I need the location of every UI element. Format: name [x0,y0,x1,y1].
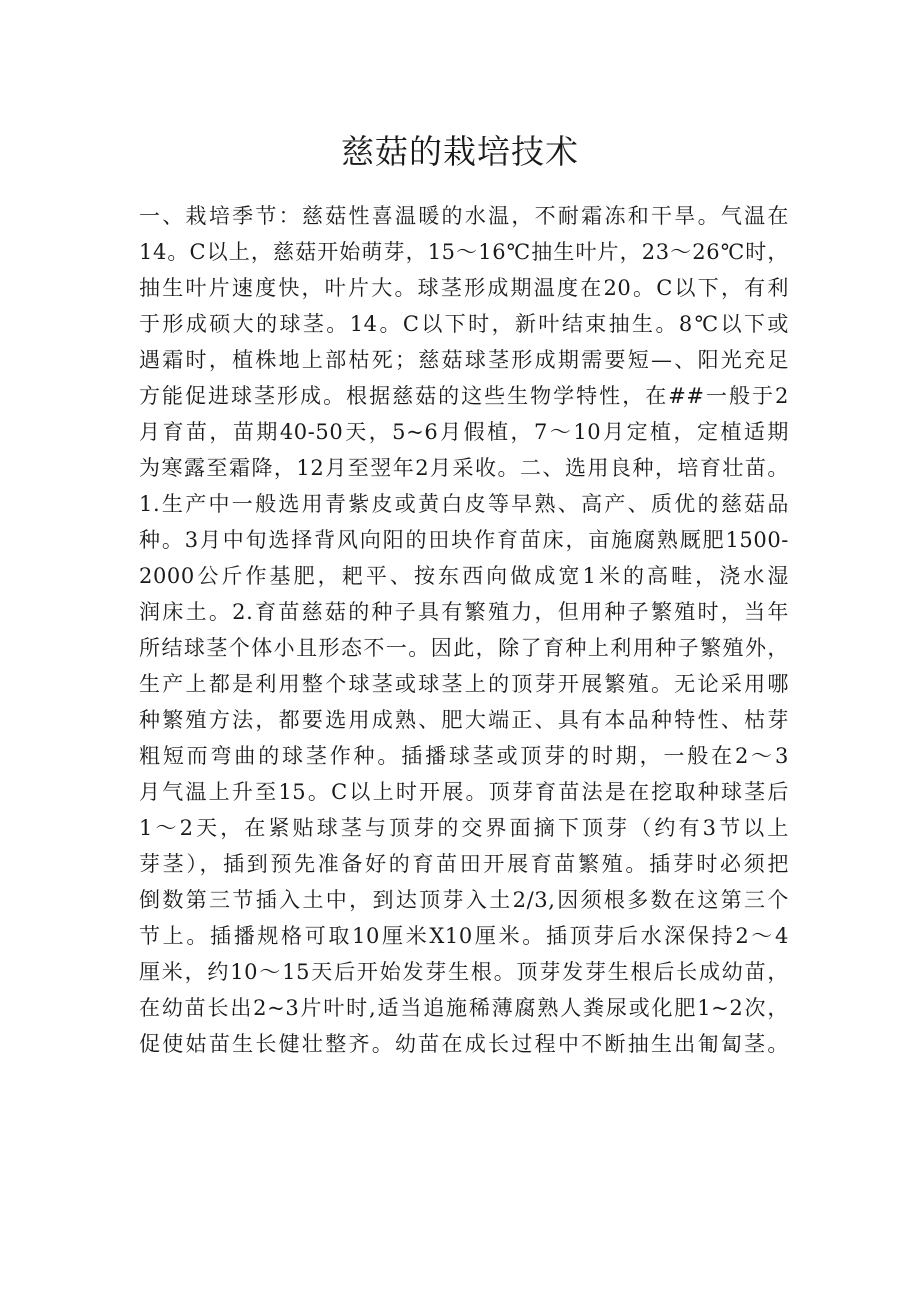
body-line: 在幼苗长出2~3片叶时,适当追施稀薄腐熟人粪尿或化肥1~2次， [139,996,789,1020]
body-line: 生产上都是利用整个球茎或球茎上的顶芽开展繁殖。无论采用哪 [139,672,789,696]
body-line: 厘米，约10～15天后开始发芽生根。顶芽发芽生根后长成幼苗， [139,960,789,984]
body-line: 粗短而弯曲的球茎作种。插播球茎或顶芽的时期，一般在2～3 [139,744,789,768]
body-line: 润床土。2.育苗慈菇的种子具有繁殖力，但用种子繁殖时，当年 [139,600,789,624]
body-line: 遇霜时，植株地上部枯死；慈菇球茎形成期需要短—、阳光充足 [139,348,789,372]
body-line: 14。C以上，慈菇开始萌芽，15～16℃抽生叶片，23～26℃时， [139,240,789,264]
body-line: 所结球茎个体小且形态不一。因此，除了育种上利用种子繁殖外， [139,636,789,660]
body-line: 月气温上升至15。C以上时开展。顶芽育苗法是在挖取种球茎后 [139,780,789,804]
body-line: 倒数第三节插入土中，到达顶芽入土2/3,因须根多数在这第三个 [139,888,789,912]
body-line: 2000公斤作基肥，耙平、按东西向做成宽1米的高畦，浇水湿 [139,564,789,588]
body-line: 为寒露至霜降，12月至翌年2月采收。二、选用良种，培育壮苗。 [139,456,789,480]
document-title: 慈菇的栽培技术 [341,132,579,171]
body-line: 芽茎），插到预先准备好的育苗田开展育苗繁殖。插芽时必须把 [139,852,789,876]
body-line: 种。3月中旬选择背风向阳的田块作育苗床，亩施腐熟厩肥1500- [139,528,789,552]
body-line: 促使姑苗生长健壮整齐。幼苗在成长过程中不断抽生出匍匐茎。 [139,1032,789,1056]
body-line: 于形成硕大的球茎。14。C以下时，新叶结束抽生。8℃以下或 [139,312,789,336]
body-line: 1～2天，在紧贴球茎与顶芽的交界面摘下顶芽（约有3节以上 [139,816,789,840]
body-line: 抽生叶片速度快，叶片大。球茎形成期温度在20。C以下，有利 [139,276,789,300]
body-line: 1.生产中一般选用青紫皮或黄白皮等早熟、高产、质优的慈菇品 [139,492,789,516]
body-line: 一、栽培季节：慈菇性喜温暖的水温，不耐霜冻和干旱。气温在 [139,204,789,228]
body-line: 节上。插播规格可取10厘米X10厘米。插顶芽后水深保持2～4 [139,924,789,948]
body-line: 月育苗，苗期40-50天，5~6月假植，7～10月定植，定植适期 [139,420,789,444]
body-line: 种繁殖方法，都要选用成熟、肥大端正、具有本品种特性、枯芽 [139,708,789,732]
body-line: 方能促进球茎形成。根据慈菇的这些生物学特性，在##一般于2 [139,384,789,408]
document-body [139,198,789,1062]
